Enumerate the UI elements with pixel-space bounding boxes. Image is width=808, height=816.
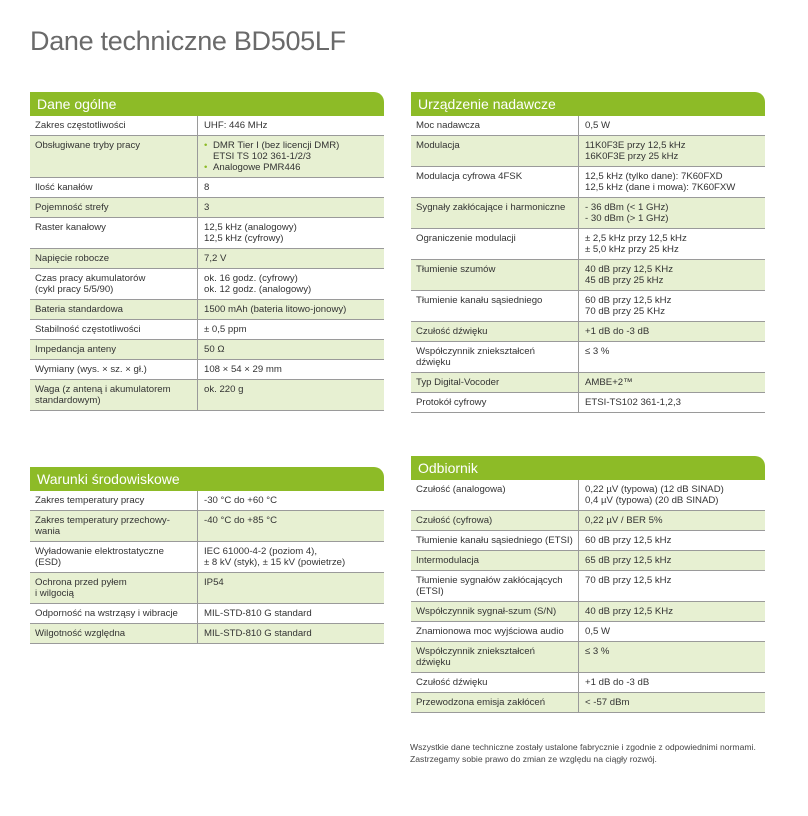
section-transmitter (411, 92, 765, 413)
spec-value: 60 dB przy 12,5 kHz (585, 535, 672, 546)
spec-value: 0,22 µV / BER 5% (585, 515, 663, 526)
spec-label: Ochrona przed pyłem i wilgocią (30, 573, 198, 603)
table-row (30, 198, 384, 218)
spec-label: Stabilność częstotliwości (30, 320, 198, 339)
table-row (411, 260, 765, 291)
table-row (30, 360, 384, 380)
table-row (411, 116, 765, 136)
spec-label: Ograniczenie modulacji (411, 229, 579, 259)
spec-value: ± 2,5 kHz przy 12,5 kHz ± 5,0 kHz przy 25 kHz (585, 233, 687, 255)
spec-label: Tłumienie kanału sąsiedniego (411, 291, 579, 321)
table-row (411, 167, 765, 198)
spec-label: Zakres temperatury przechowy- wania (30, 511, 198, 541)
section-title: Dane ogólne (30, 92, 384, 116)
spec-value: AMBE+2™ (585, 377, 633, 388)
table-row (411, 602, 765, 622)
table-row (411, 393, 765, 413)
table-row (411, 291, 765, 322)
spec-label: Zakres temperatury pracy (30, 491, 198, 510)
list-item (204, 162, 378, 173)
spec-label: Współczynnik zniekształceń dźwięku (411, 642, 579, 672)
section-title: Urządzenie nadawcze (411, 92, 765, 116)
spec-value: 12,5 kHz (analogowy) 12,5 kHz (cyfrowy) (204, 222, 297, 244)
list-item (204, 140, 378, 162)
spec-label: Bateria standardowa (30, 300, 198, 319)
table-row (30, 300, 384, 320)
table-row (411, 511, 765, 531)
spec-label: Odporność na wstrząsy i wibracje (30, 604, 198, 623)
spec-value: ok. 16 godz. (cyfrowy) ok. 12 godz. (analogowy) (204, 273, 312, 295)
spec-label: Protokół cyfrowy (411, 393, 579, 412)
spec-label: Tłumienie szumów (411, 260, 579, 290)
table-row (30, 136, 384, 178)
table-row (411, 693, 765, 713)
table-row (411, 551, 765, 571)
spec-label: Wyładowanie elektrostatyczne (ESD) (30, 542, 198, 572)
section-general (30, 92, 384, 411)
spec-value: +1 dB do -3 dB (585, 326, 650, 337)
spec-value: 12,5 kHz (tylko dane): 7K60FXD 12,5 kHz (dane i mowa): 7K60FXW (585, 171, 736, 193)
spec-value: 50 Ω (204, 344, 225, 355)
page-title: Dane techniczne BD505LF (30, 26, 346, 56)
spec-label: Przewodzona emisja zakłóceń (411, 693, 579, 712)
section-receiver (411, 456, 765, 713)
table-row (411, 322, 765, 342)
spec-label: Obsługiwane tryby pracy (30, 136, 198, 177)
table-row (411, 480, 765, 511)
spec-label: Sygnały zakłócające i harmoniczne (411, 198, 579, 228)
spec-value: 108 × 54 × 29 mm (204, 364, 282, 375)
spec-value: MIL-STD-810 G standard (204, 608, 312, 619)
section-environment (30, 467, 384, 644)
spec-value: 70 dB przy 12,5 kHz (585, 575, 672, 586)
spec-label: Modulacja cyfrowa 4FSK (411, 167, 579, 197)
bullet-icon: • (204, 162, 208, 173)
spec-label: Czułość dźwięku (411, 322, 579, 341)
spec-label: Czas pracy akumulatorów (cykl pracy 5/5/90) (30, 269, 198, 299)
table-row (30, 542, 384, 573)
spec-label: Ilość kanałów (30, 178, 198, 197)
spec-label: Typ Digital-Vocoder (411, 373, 579, 392)
spec-value: ± 0,5 ppm (204, 324, 247, 335)
table-row (30, 178, 384, 198)
spec-value: ≤ 3 % (585, 646, 610, 657)
spec-label: Zakres częstotliwości (30, 116, 198, 135)
spec-label: Raster kanałowy (30, 218, 198, 248)
spec-value: 40 dB przy 12,5 KHz 45 dB przy 25 kHz (585, 264, 673, 286)
spec-value: IP54 (204, 577, 224, 588)
footnote: Wszystkie dane techniczne zostały ustalone fabrycznie i zgodnie z odpowiednimi normami. Zastrzegamy sobie prawo do zmian ze względu na ciągły rozwój. (410, 742, 756, 764)
spec-label: Modulacja (411, 136, 579, 166)
spec-value: UHF: 446 MHz (204, 120, 268, 131)
spec-value: ETSI-TS102 361-1,2,3 (585, 397, 681, 408)
spec-value: -40 °C do +85 °C (204, 515, 278, 526)
table-row (411, 622, 765, 642)
table-row (30, 218, 384, 249)
table-row (30, 573, 384, 604)
table-row (411, 136, 765, 167)
spec-label: Współczynnik zniekształceń dźwięku (411, 342, 579, 372)
table-row (30, 380, 384, 411)
spec-label: Waga (z anteną i akumulatorem standardowym) (30, 380, 198, 410)
table-row (30, 340, 384, 360)
spec-value: 8 (204, 182, 210, 193)
list-item-text: Analogowe PMR446 (213, 162, 301, 173)
spec-value: 7,2 V (204, 253, 227, 264)
spec-value: -30 °C do +60 °C (204, 495, 278, 506)
table-row (30, 116, 384, 136)
spec-label: Impedancja anteny (30, 340, 198, 359)
table-row (411, 198, 765, 229)
list-item-text: DMR Tier I (bez licencji DMR) ETSI TS 102 361-1/2/3 (213, 140, 340, 162)
spec-value: +1 dB do -3 dB (585, 677, 650, 688)
spec-label: Czułość dźwięku (411, 673, 579, 692)
section-title: Odbiornik (411, 456, 765, 480)
spec-label: Wilgotność względna (30, 624, 198, 643)
spec-value: 3 (204, 202, 210, 213)
table-row (411, 571, 765, 602)
table-row (411, 229, 765, 260)
spec-value: 60 dB przy 12,5 kHz 70 dB przy 25 KHz (585, 295, 672, 317)
table-row (30, 491, 384, 511)
spec-value: < -57 dBm (585, 697, 630, 708)
table-row (30, 249, 384, 269)
table-row (30, 269, 384, 300)
spec-value: IEC 61000-4-2 (poziom 4), ± 8 kV (styk), ± 15 kV (powietrze) (204, 546, 346, 568)
spec-value: 65 dB przy 12,5 kHz (585, 555, 672, 566)
spec-value: 0,5 W (585, 626, 611, 637)
table-row (411, 531, 765, 551)
spec-label: Pojemność strefy (30, 198, 198, 217)
bullet-icon: • (204, 140, 208, 151)
spec-label: Tłumienie kanału sąsiedniego (ETSI) (411, 531, 579, 550)
spec-value: 1500 mAh (bateria litowo-jonowy) (204, 304, 347, 315)
spec-label: Tłumienie sygnałów zakłócających (ETSI) (411, 571, 579, 601)
spec-value: 0,22 µV (typowa) (12 dB SINAD) 0,4 µV (typowa) (20 dB SINAD) (585, 484, 724, 506)
spec-value: 11K0F3E przy 12,5 kHz 16K0F3E przy 25 kHz (585, 140, 686, 162)
section-title: Warunki środowiskowe (30, 467, 384, 491)
spec-value: ≤ 3 % (585, 346, 610, 357)
spec-value: - 36 dBm (< 1 GHz) - 30 dBm (> 1 GHz) (585, 202, 669, 224)
spec-label: Czułość (analogowa) (411, 480, 579, 510)
table-row (411, 373, 765, 393)
table-row (30, 604, 384, 624)
spec-value: 0,5 W (585, 120, 611, 131)
spec-label: Czułość (cyfrowa) (411, 511, 579, 530)
table-row (411, 673, 765, 693)
spec-label: Wymiany (wys. × sz. × gł.) (30, 360, 198, 379)
spec-value: MIL-STD-810 G standard (204, 628, 312, 639)
table-row (30, 624, 384, 644)
spec-label: Napięcie robocze (30, 249, 198, 268)
spec-value-list (198, 136, 384, 177)
spec-label: Znamionowa moc wyjściowa audio (411, 622, 579, 641)
table-row (411, 342, 765, 373)
spec-value: 40 dB przy 12,5 KHz (585, 606, 673, 617)
table-row (30, 511, 384, 542)
spec-label: Współczynnik sygnał-szum (S/N) (411, 602, 579, 621)
spec-label: Moc nadawcza (411, 116, 579, 135)
spec-label: Intermodulacja (411, 551, 579, 570)
table-row (411, 642, 765, 673)
spec-value: ok. 220 g (204, 384, 244, 395)
table-row (30, 320, 384, 340)
